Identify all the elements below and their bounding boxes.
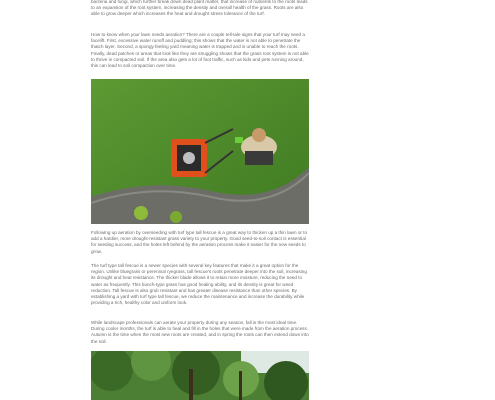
paragraph-aeration-signs: How to know when your lawn needs aeration? There are a couple tell-tale signs that your turf may need a facelift. First, excessive water runoff and puddling; this shows that the water is not able to penetrate the thatch layer. Second, a spongy feeling yard meaning water is trapped and is unable to reach the roots. Finally, dead patches or areas that look like they are struggling shows that the grass root system is not able to thrive in compacted soil. If the area also gets a lot of foot traffic, such as kids and pets running around, this can lead to soil compaction over time.: [91, 32, 309, 69]
lawn-aeration-photo: [91, 79, 309, 224]
paragraph-overseeding: Following up aeration by overseeding with turf type tall fescue is a great way to thicken up a thin lawn or to add a hardier, more drought-resistant grass variety to your property. Good seed-to-soil contact is essential for seeding success, and the holes left behind by the aeration process make it easier for the new seeds to grow.: [91, 230, 308, 254]
paragraph-best-season: While landscape professionals can aerate your property during any season, fall is the most ideal time. During cooler months, the turf is able to heal and fill in the holes that were made from the aeration process. Autumn is the time when the most new roots are created, and in spring the roots can then extend down into the soil.: [91, 320, 309, 344]
paragraph-tall-fescue: The turf type tall fescue is a newer species with several key features that make it a great option for the region. Unlike bluegrass or perennial ryegrass, tall fescue's roots penetrate deeper into the soil, increasing its drought and heat resistance. The thicker blade allows it to retain more moisture, reducing the need to water as frequently. This bunch-type grass has good healing ability, and its density is great for weed reduction. Tall fescue is also grub resistant and has greater disease resistance than other species. By establishing a yard with turf type tall fescue, we reduce the maintenance and increase the durability while providing a rich, healthy color and uniform look.: [91, 263, 307, 306]
paragraph-root-health: bacteria and fungi, which further break down dead plant matter, that increase of nutrients to the roots leads to an expansion of the root system, increasing the density and overall health of the grass. Roots are also able to grow deeper which increases the heat and drought stress tolerance of the turf.: [91, 0, 308, 17]
trees-photo: [91, 351, 309, 400]
